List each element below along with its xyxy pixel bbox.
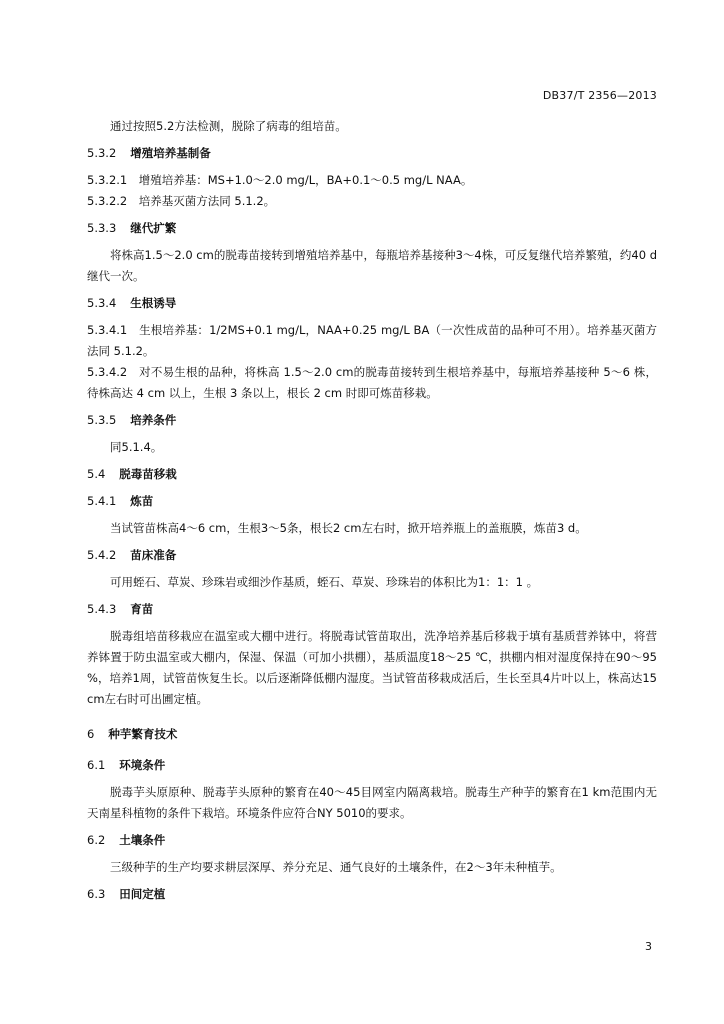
section-heading — [87, 410, 657, 431]
section-title: 增殖培养基制备 — [130, 146, 211, 160]
section-title: 育苗 — [130, 602, 154, 616]
section-heading — [87, 545, 657, 566]
section-number: 5.3.5 — [87, 413, 117, 427]
chapter-number: 6 — [87, 727, 95, 741]
clause-item: 5.3.2.2 培养基灭菌方法同 5.1.2。 — [87, 194, 276, 208]
paragraph: 通过按照5.2方法检测，脱除了病毒的组培苗。 — [110, 119, 347, 133]
document-body — [87, 116, 657, 905]
section-heading — [87, 599, 657, 620]
clause-item: 5.3.2.1 增殖培养基：MS+1.0～2.0 mg/L，BA+0.1～0.5 mg/L NAA。 — [87, 173, 473, 187]
section-number: 5.4.2 — [87, 548, 117, 562]
section-number: 6.1 — [87, 758, 106, 772]
section-number: 5.4 — [87, 467, 106, 481]
section-title: 生根诱导 — [130, 296, 177, 310]
section-title: 培养条件 — [130, 413, 177, 427]
paragraph: 当试管苗株高4～6 cm，生根3～5条，根长2 cm左右时，掀开培养瓶上的盖瓶膜，炼苗3 d。 — [110, 521, 587, 535]
paragraph: 可用蛭石、草炭、珍珠岩或细沙作基质，蛭石、草炭、珍珠岩的体积比为1：1：1 。 — [110, 575, 539, 589]
section-number: 5.4.1 — [87, 494, 117, 508]
paragraph: 脱毒芋头原原种、脱毒芋头原种的繁育在40～45目网室内隔离栽培。脱毒生产种芋的繁育在1 km范围内无天南星科植物的条件下栽培。环境条件应符合NY 5010的要求。 — [87, 785, 657, 820]
paragraph: 三级种芋的生产均要求耕层深厚、养分充足、通气良好的土壤条件，在2～3年未种植芋。 — [110, 860, 562, 874]
clause-item: 5.3.4.2 对不易生根的品种，将株高 1.5～2.0 cm的脱毒苗接转到生根培养基中，每瓶培养基接种 5～6 株，待株高达 4 cm 以上，生根 3 条以上，根长 2 cm 时即可炼苗移栽。 — [87, 365, 657, 400]
section-title: 环境条件 — [119, 758, 166, 772]
section-heading — [87, 830, 657, 851]
section-title: 继代扩繁 — [130, 221, 177, 235]
paragraph: 同5.1.4。 — [110, 440, 163, 454]
section-heading — [87, 143, 657, 164]
section-number: 5.4.3 — [87, 602, 117, 616]
clause-item: 5.3.4.1 生根培养基：1/2MS+0.1 mg/L，NAA+0.25 mg/L BA（一次性成苗的品种可不用）。培养基灭菌方法同 5.1.2。 — [87, 323, 657, 358]
section-title: 苗床准备 — [130, 548, 177, 562]
section-number: 5.3.2 — [87, 146, 117, 160]
page-number: 3 — [645, 940, 652, 953]
section-title: 脱毒苗移栽 — [119, 467, 177, 481]
section-heading — [87, 293, 657, 314]
paragraph: 将株高1.5～2.0 cm的脱毒苗接转到增殖培养基中，每瓶培养基接种3～4株，可反复继代培养繁殖，约40 d继代一次。 — [87, 248, 657, 283]
document-code-header: DB37/T 2356—2013 — [542, 89, 657, 102]
paragraph: 脱毒组培苗移栽应在温室或大棚中进行。将脱毒试管苗取出，洗净培养基后移栽于填有基质营养钵中，将营养钵置于防虫温室或大棚内，保湿、保温（可加小拱棚），基质温度18～25 ℃，拱棚内相对湿度保持在90～95 %，培养1周，试管苗恢复生长。以后逐渐降低棚内湿度。当试管苗移栽成活后，生长至具4片叶以上，株高达15 cm左右时可出圃定植。 — [87, 629, 657, 706]
chapter-heading — [87, 724, 657, 745]
section-title: 炼苗 — [130, 494, 154, 508]
section-heading — [87, 218, 657, 239]
section-number: 5.3.4 — [87, 296, 117, 310]
section-number: 5.3.3 — [87, 221, 117, 235]
section-title: 田间定植 — [119, 887, 166, 901]
section-number: 6.2 — [87, 833, 106, 847]
section-title: 土壤条件 — [119, 833, 166, 847]
section-heading — [87, 755, 657, 776]
section-heading — [87, 464, 657, 485]
section-heading — [87, 491, 657, 512]
section-heading — [87, 884, 657, 905]
chapter-title: 种芋繁育技术 — [108, 727, 178, 741]
section-number: 6.3 — [87, 887, 106, 901]
